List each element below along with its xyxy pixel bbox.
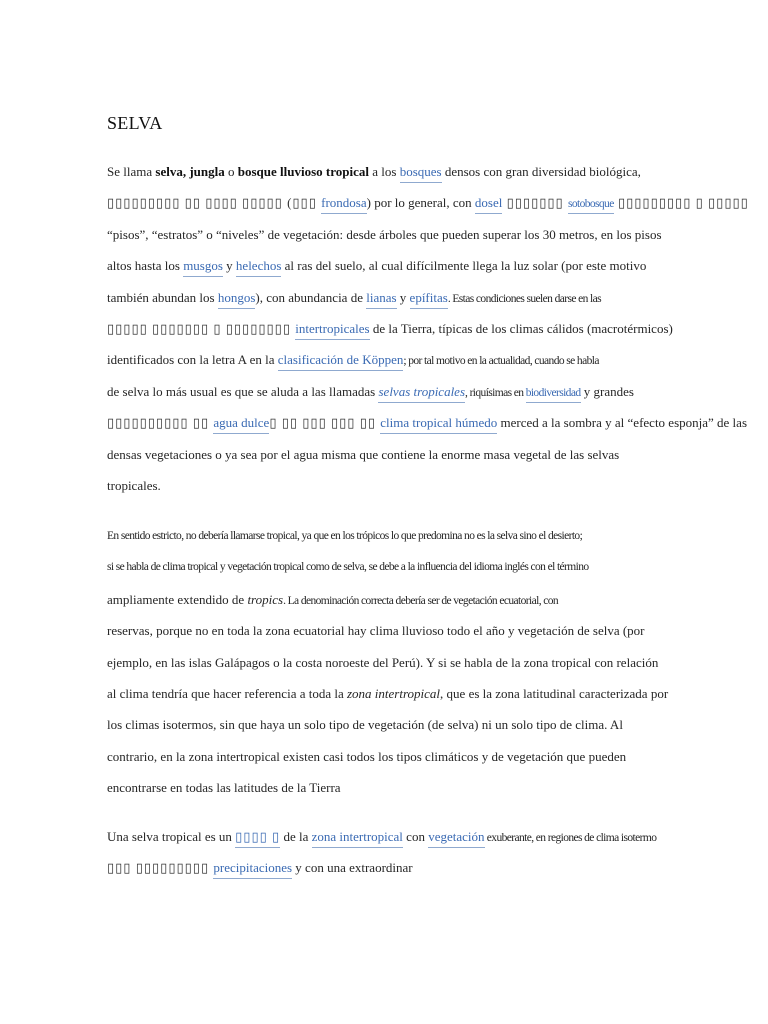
- link-helechos[interactable]: helechos: [236, 258, 281, 277]
- text-line: encontrarse en todas las latitudes de la Tierra: [107, 780, 341, 796]
- link-clasificacion-koppen[interactable]: clasificación de Köppen: [278, 352, 404, 371]
- text-line: identificados con la letra A en la clasificación de Köppen; por tal motivo en la actualidad, cuando se habla: [107, 344, 667, 375]
- text-line: ampliamente extendido de tropics. La denominación correcta debería ser de vegetación ecuatorial, con: [107, 591, 559, 607]
- text-line: también abundan los hongos), con abundancia de lianas y epífitas. Estas condiciones suelen darse en las: [107, 282, 667, 313]
- text-line: de selva lo más usual es que se aluda a las llamadas selvas tropicales, riquísimas en biodiversidad y grandes: [107, 376, 667, 407]
- link-agua-dulce[interactable]: agua dulce: [213, 415, 269, 434]
- text-line: densas vegetaciones o ya sea por el agua misma que contiene la enorme masa vegetal de las selvas: [107, 446, 620, 462]
- link-frondosa[interactable]: frondosa: [321, 195, 367, 214]
- bold-term: bosque lluvioso tropical: [237, 164, 369, 179]
- link-precipitaciones[interactable]: precipitaciones: [213, 860, 292, 879]
- link-intertropicales[interactable]: intertropicales: [295, 321, 369, 340]
- text-line: contrario, en la zona intertropical existen casi todos los tipos climáticos y de vegetación que pueden: [107, 748, 627, 764]
- link-lianas[interactable]: lianas: [366, 290, 396, 309]
- link-bioma[interactable]: ▯▯▯▯ ▯: [235, 829, 280, 848]
- text-line: si se habla de clima tropical y vegetación tropical como de selva, se debe a la influencia del idioma inglés con el término: [107, 561, 589, 574]
- link-epifitas[interactable]: epífitas: [410, 290, 448, 309]
- link-musgos[interactable]: musgos: [183, 258, 223, 277]
- link-zona-intertropical[interactable]: zona intertropical: [312, 829, 403, 848]
- link-vegetacion[interactable]: vegetación: [428, 829, 484, 848]
- text-line: Se llama selva, jungla o bosque lluvioso tropical a los bosques densos con gran diversidad biológica,: [107, 156, 667, 187]
- paragraph-definicion: [107, 821, 667, 884]
- italic-term: zona intertropical: [347, 685, 441, 701]
- text-line: ▯▯▯▯▯▯▯▯▯▯ ▯▯ agua dulce▯ ▯▯ ▯▯▯ ▯▯▯ ▯▯ clima tropical húmedo merced a la sombra y al “efecto esponja” de las: [107, 407, 667, 438]
- text-line: los climas isotermos, sin que haya un solo tipo de vegetación (de selva) ni un solo tipo de clima. Al: [107, 717, 623, 733]
- text-line: “pisos”, “estratos” o “niveles” de vegetación: desde árboles que pueden superar los 30 metros, en los pisos: [107, 226, 662, 242]
- text-line: ▯▯▯▯▯▯▯▯▯ ▯▯ ▯▯▯▯ ▯▯▯▯▯ (▯▯▯ frondosa) por lo general, con dosel ▯▯▯▯▯▯▯ sotobosque ▯▯▯▯▯▯▯▯▯ ▯ ▯▯▯▯▯: [107, 187, 667, 218]
- text-line: ejemplo, en las islas Galápagos o la costa noroeste del Perú). Y si se habla de la zona tropical con relación: [107, 654, 659, 670]
- link-hongos[interactable]: hongos: [218, 290, 256, 309]
- text-line: altos hasta los musgos y helechos al ras del suelo, al cual difícilmente llega la luz solar (por este motivo: [107, 250, 667, 281]
- link-clima-tropical-humedo[interactable]: clima tropical húmedo: [380, 415, 497, 434]
- bold-term: jungla: [189, 164, 225, 179]
- page-title: SELVA: [107, 113, 163, 133]
- paragraph-intro: [107, 156, 749, 501]
- link-selvas-tropicales[interactable]: selvas tropicales: [378, 384, 465, 403]
- text-line: En sentido estricto, no debería llamarse tropical, ya que en los trópicos lo que predomina no es la selva sino el desierto;: [107, 530, 583, 542]
- text-line: Una selva tropical es un ▯▯▯▯ ▯ de la zona intertropical con vegetación exuberante, en regiones de clima isotermo: [107, 821, 667, 852]
- link-sotobosque[interactable]: sotobosque: [568, 198, 614, 214]
- italic-term: tropics: [247, 591, 284, 607]
- text-line: reservas, porque no en toda la zona ecuatorial hay clima lluvioso todo el año y vegetación de selva (por: [107, 623, 645, 639]
- text-line: ▯▯▯▯▯ ▯▯▯▯▯▯▯ ▯ ▯▯▯▯▯▯▯▯ intertropicales de la Tierra, típicas de los climas cálidos (macrotérmicos): [107, 313, 667, 344]
- bold-term: selva: [155, 164, 183, 179]
- paragraph-sentido-estricto: [107, 521, 667, 804]
- link-biodiversidad[interactable]: biodiversidad: [526, 387, 581, 403]
- text-line: al clima tendría que hacer referencia a toda la zona intertropical, que es la zona latitudinal caracterizada por: [107, 685, 669, 701]
- text-line: tropicales.: [107, 477, 161, 493]
- link-dosel[interactable]: dosel: [475, 195, 502, 214]
- link-bosques[interactable]: bosques: [400, 164, 442, 183]
- text-line: ▯▯▯ ▯▯▯▯▯▯▯▯▯ precipitaciones y con una extraordinar: [107, 852, 667, 883]
